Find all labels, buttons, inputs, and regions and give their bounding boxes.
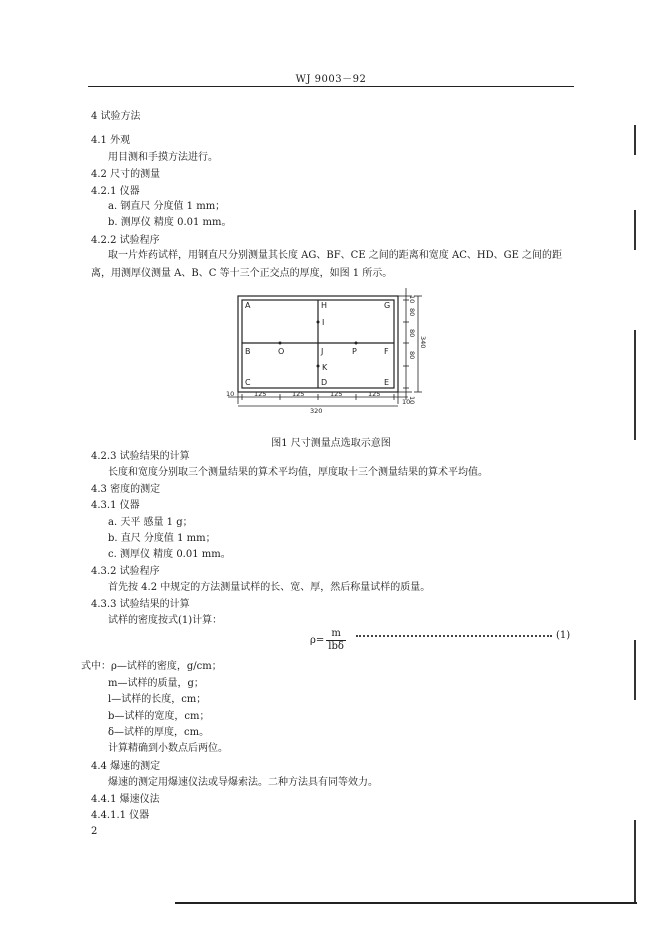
bottom-rule <box>175 902 637 904</box>
point-p-dot <box>355 342 358 345</box>
where-rho: 式中：ρ—试样的密度，g/cm； <box>81 661 222 672</box>
point-label: I <box>322 318 325 327</box>
instrument-item-b: b. 直尺 分度值 1 mm； <box>108 533 216 544</box>
figure-caption: 图1 尺寸测量点选取示意图 <box>271 438 391 449</box>
page-number: 2 <box>91 826 98 837</box>
section-4-2-1-heading: 4.2.1 仪器 <box>91 186 140 197</box>
dim-label: 80 <box>408 308 416 317</box>
measurement-point-figure <box>222 284 432 414</box>
section-4-2-3-text: 长度和宽度分别取三个测量结果的算术平均值，厚度取十三个测量结果的算术平均值。 <box>108 467 488 478</box>
where-delta: δ—试样的厚度，cm。 <box>108 727 210 738</box>
standard-code: WJ 9003－92 <box>295 74 367 85</box>
point-label: G <box>384 301 391 310</box>
instrument-item-a: a. 钢直尺 分度值 1 mm； <box>108 201 226 212</box>
point-label: C <box>245 378 251 387</box>
where-m: m—试样的质量，g； <box>108 678 204 689</box>
section-4-3-3-text: 试样的密度按式(1)计算： <box>108 615 223 626</box>
point-o-dot <box>279 342 282 345</box>
instrument-item-c: c. 测厚仪 精度 0.01 mm。 <box>108 549 231 560</box>
formula-numerator: m <box>326 628 346 641</box>
section-4-heading: 4 试验方法 <box>91 111 141 122</box>
dim-label: 10 <box>408 396 416 405</box>
point-label: F <box>384 347 389 356</box>
scan-edge-mark <box>634 125 636 155</box>
scan-edge-mark <box>634 640 636 700</box>
section-4-2-heading: 4.2 尺寸的测量 <box>91 169 161 180</box>
scan-edge-mark <box>634 820 636 902</box>
section-4-3-heading: 4.3 密度的测定 <box>91 484 161 495</box>
dim-label: 80 <box>408 351 416 360</box>
section-4-3-2-text: 首先按 4.2 中规定的方法测量试样的长、宽、厚，然后称量试样的质量。 <box>108 582 431 593</box>
point-label: J <box>321 347 324 356</box>
section-4-3-3-heading: 4.3.3 试验结果的计算 <box>91 599 190 610</box>
section-4-3-1-heading: 4.3.1 仪器 <box>91 500 140 511</box>
dim-label: 125 <box>368 390 381 398</box>
formula-leader-dots <box>356 635 552 637</box>
point-label: A <box>245 301 251 310</box>
scan-edge-mark <box>634 210 636 250</box>
point-label: P <box>352 347 357 356</box>
dim-label: 10 <box>226 390 235 398</box>
section-4-1-text: 用目测和手摸方法进行。 <box>108 152 218 163</box>
where-b: b—试样的宽度，cm； <box>108 711 210 722</box>
precision-note: 计算精确到小数点后两位。 <box>108 743 228 754</box>
dim-label: 80 <box>408 329 416 338</box>
instrument-item-b: b. 测厚仪 精度 0.01 mm。 <box>108 217 232 228</box>
section-4-4-1-1-heading: 4.4.1.1 仪器 <box>91 810 150 821</box>
point-label: B <box>245 347 251 356</box>
scan-edge-mark <box>634 330 636 440</box>
section-4-2-2-heading: 4.2.2 试验程序 <box>91 235 160 246</box>
point-k-dot <box>317 365 320 368</box>
dim-label: 10 <box>402 398 411 406</box>
section-4-4-text: 爆速的测定用爆速仪法或导爆索法。二种方法具有同等效力。 <box>108 777 378 788</box>
dim-label: 125 <box>292 390 305 398</box>
section-4-4-heading: 4.4 爆速的测定 <box>91 761 161 772</box>
instrument-item-a: a. 天平 感量 1 g； <box>108 517 193 528</box>
equation-number: (1) <box>556 630 571 641</box>
dim-label: 320 <box>310 407 323 414</box>
formula-lhs: ρ= <box>310 635 325 646</box>
point-i-dot <box>317 321 320 324</box>
point-label: D <box>321 378 328 387</box>
dim-label: 125 <box>254 390 267 398</box>
dim-label: 340 <box>419 336 427 349</box>
where-l: l—试样的长度，cm； <box>108 694 207 705</box>
formula-fraction <box>326 628 346 653</box>
formula-denominator: lbδ <box>328 641 344 652</box>
section-4-1-heading: 4.1 外观 <box>91 135 131 146</box>
point-label: H <box>321 301 328 310</box>
header-rule <box>88 86 574 87</box>
dim-label: 10 <box>408 295 416 304</box>
section-4-2-3-heading: 4.2.3 试验结果的计算 <box>91 451 190 462</box>
section-4-3-2-heading: 4.3.2 试验程序 <box>91 566 160 577</box>
section-4-4-1-heading: 4.4.1 爆速仪法 <box>91 794 160 805</box>
dim-label: 125 <box>330 390 343 398</box>
density-formula <box>310 628 346 653</box>
point-label: E <box>384 378 390 387</box>
point-label: K <box>322 363 328 372</box>
point-label: O <box>278 347 285 356</box>
section-4-2-2-paragraph: 取一片炸药试样，用钢直尺分别测量其长度 AG、BF、CE 之间的距离和宽度 AC、HD、GE 之间的距离，用测厚仪测量 A、B、C 等十三个正交点的厚度，如图 1 所示。 <box>91 250 563 279</box>
